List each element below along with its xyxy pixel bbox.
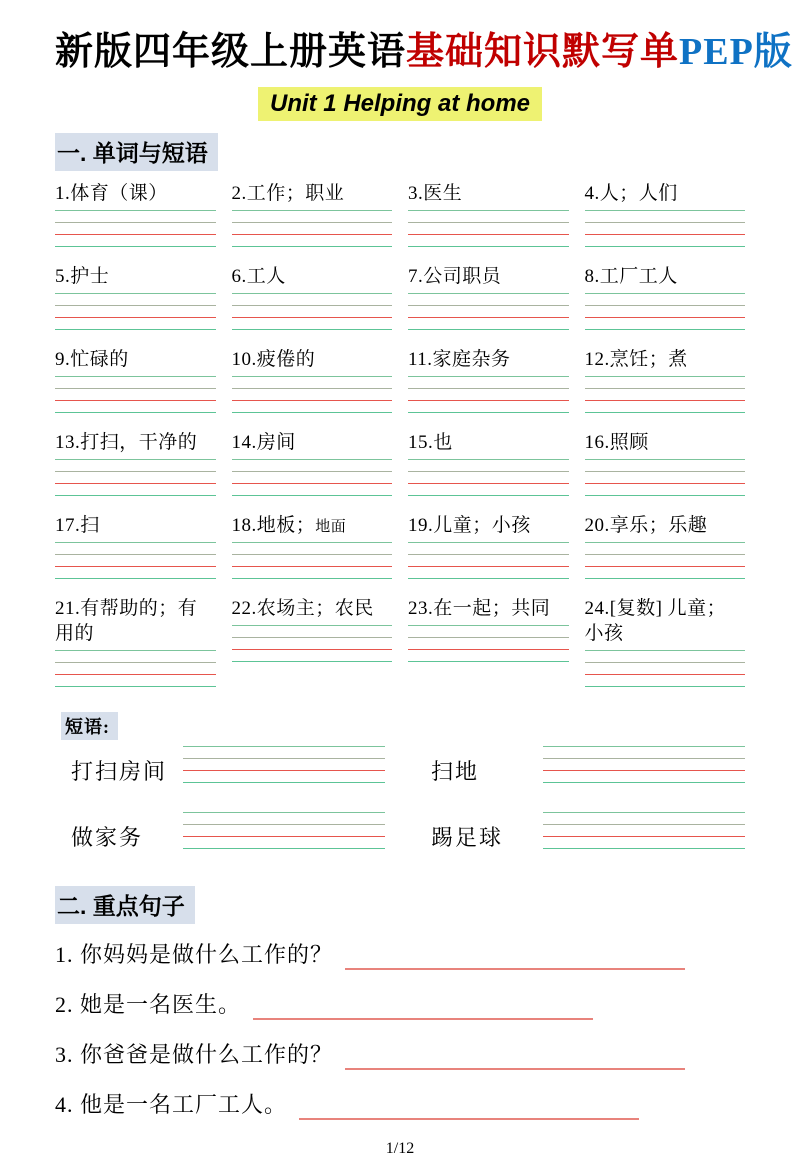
writing-line <box>55 305 216 317</box>
writing-line <box>232 649 393 661</box>
phrases-label: 短语: <box>61 712 118 740</box>
writing-line <box>55 376 216 388</box>
unit-subtitle-row <box>55 87 745 121</box>
writing-line <box>408 554 569 566</box>
writing-line <box>232 329 393 341</box>
word-cell <box>55 513 216 590</box>
writing-line <box>55 495 216 507</box>
writing-line <box>232 459 393 471</box>
word-cell <box>232 513 393 590</box>
four-line-writing-grid <box>585 542 746 590</box>
four-line-writing-grid <box>408 293 569 341</box>
four-line-writing-grid <box>408 625 569 673</box>
writing-line <box>55 459 216 471</box>
word-cell <box>55 264 216 341</box>
four-line-writing-grid <box>55 376 216 424</box>
four-line-writing-grid <box>585 650 746 698</box>
writing-line <box>585 542 746 554</box>
writing-line <box>232 554 393 566</box>
word-label <box>585 513 746 540</box>
four-line-writing-grid <box>408 210 569 258</box>
phrase-item <box>71 808 385 864</box>
writing-line <box>232 412 393 424</box>
sentence-row <box>55 940 745 970</box>
writing-line <box>232 566 393 578</box>
writing-line <box>585 210 746 222</box>
word-label <box>232 347 393 374</box>
writing-line <box>585 234 746 246</box>
word-label-text: 13.打扫，干净的 <box>55 432 198 453</box>
writing-line <box>55 662 216 674</box>
writing-line <box>585 305 746 317</box>
sentence-row <box>55 1090 745 1120</box>
writing-line <box>183 758 385 770</box>
writing-line <box>183 812 385 824</box>
four-line-writing-grid <box>585 293 746 341</box>
writing-line <box>232 495 393 507</box>
writing-line <box>585 566 746 578</box>
word-label-text: 2.工作；职业 <box>231 183 345 204</box>
sentence-row <box>55 1040 745 1070</box>
phrase-item <box>431 742 745 798</box>
word-label <box>55 264 216 291</box>
word-label-text: 19.儿童；小孩 <box>408 515 531 536</box>
page-title-red: 基础知识默写单 <box>406 31 680 73</box>
writing-line <box>55 686 216 698</box>
writing-line <box>55 674 216 686</box>
word-label-text: 15.也 <box>408 432 453 453</box>
writing-line <box>55 650 216 662</box>
writing-line <box>585 222 746 234</box>
four-line-writing-grid <box>232 542 393 590</box>
writing-line <box>543 836 745 848</box>
writing-line <box>408 400 569 412</box>
writing-line <box>585 376 746 388</box>
writing-line <box>585 578 746 590</box>
word-label <box>55 181 216 208</box>
writing-line <box>408 471 569 483</box>
four-line-writing-grid <box>543 746 745 794</box>
answer-blank-line <box>253 992 593 1020</box>
writing-line <box>408 210 569 222</box>
writing-line <box>585 400 746 412</box>
word-label <box>585 430 746 457</box>
writing-line <box>232 542 393 554</box>
word-label-text: 4.人；人们 <box>584 183 678 204</box>
word-label-text: 11.家庭杂务 <box>408 349 511 370</box>
writing-line <box>232 661 393 673</box>
writing-line <box>55 388 216 400</box>
writing-line <box>183 848 385 860</box>
phrase-label: 做家务 <box>71 824 144 850</box>
word-label <box>408 596 569 623</box>
writing-line <box>543 812 745 824</box>
phrase-label: 踢足球 <box>431 824 504 850</box>
four-line-writing-grid <box>232 293 393 341</box>
sentence-text: 4. 他是一名工厂工人。 <box>55 1092 288 1117</box>
phrase-label: 扫地 <box>431 758 480 784</box>
writing-line <box>408 483 569 495</box>
word-label-text: 16.照顾 <box>584 432 649 453</box>
word-label-text: 23.在一起；共同 <box>408 598 551 619</box>
writing-line <box>232 210 393 222</box>
writing-line <box>232 305 393 317</box>
word-cell <box>408 596 569 698</box>
writing-line <box>543 824 745 836</box>
writing-line <box>55 293 216 305</box>
writing-line <box>585 495 746 507</box>
writing-line <box>585 662 746 674</box>
writing-line <box>55 329 216 341</box>
word-label <box>232 596 393 623</box>
word-label-text: 17.扫 <box>55 515 100 536</box>
four-line-writing-grid <box>585 459 746 507</box>
word-label-text: 1.体育（课） <box>55 183 168 204</box>
writing-line <box>183 770 385 782</box>
four-line-writing-grid <box>232 376 393 424</box>
word-cell <box>408 430 569 507</box>
writing-line <box>585 650 746 662</box>
writing-line <box>543 848 745 860</box>
writing-line <box>408 412 569 424</box>
writing-line <box>585 483 746 495</box>
writing-line <box>543 746 745 758</box>
phrase-grid <box>55 742 745 864</box>
word-cell <box>585 181 746 258</box>
writing-line <box>408 649 569 661</box>
word-cell <box>585 264 746 341</box>
word-label <box>408 181 569 208</box>
word-label-text: 20.享乐；乐趣 <box>584 515 708 536</box>
word-label <box>408 347 569 374</box>
writing-line <box>408 329 569 341</box>
word-grid <box>55 181 745 698</box>
word-cell <box>232 430 393 507</box>
writing-line <box>232 222 393 234</box>
word-cell <box>55 347 216 424</box>
writing-line <box>232 293 393 305</box>
word-label <box>55 596 216 648</box>
writing-line <box>55 554 216 566</box>
word-label-text: 5.护士 <box>55 266 110 287</box>
phrase-item <box>431 808 745 864</box>
word-label <box>55 347 216 374</box>
writing-line <box>543 782 745 794</box>
writing-line <box>585 293 746 305</box>
writing-line <box>232 637 393 649</box>
four-line-writing-grid <box>408 376 569 424</box>
writing-line <box>232 376 393 388</box>
writing-line <box>232 234 393 246</box>
word-label-text: 8.工厂工人 <box>584 266 678 287</box>
writing-line <box>585 674 746 686</box>
word-label <box>232 181 393 208</box>
word-cell <box>232 264 393 341</box>
word-label <box>55 430 216 457</box>
writing-line <box>408 459 569 471</box>
writing-line <box>232 246 393 258</box>
writing-line <box>408 246 569 258</box>
writing-line <box>408 388 569 400</box>
word-label <box>408 513 569 540</box>
word-cell <box>55 181 216 258</box>
page-number: 1/12 <box>385 1140 415 1157</box>
writing-line <box>585 246 746 258</box>
writing-line <box>585 554 746 566</box>
writing-line <box>55 566 216 578</box>
word-cell <box>408 513 569 590</box>
page-title-black: 新版四年级上册英语 <box>55 31 407 73</box>
writing-line <box>585 412 746 424</box>
answer-blank-line <box>345 942 685 970</box>
writing-line <box>232 578 393 590</box>
four-line-writing-grid <box>55 293 216 341</box>
word-label-text: 7.公司职员 <box>408 266 502 287</box>
word-label-text: 9.忙碌的 <box>55 349 129 370</box>
writing-line <box>183 746 385 758</box>
word-label <box>408 264 569 291</box>
word-label <box>585 181 746 208</box>
word-cell <box>408 264 569 341</box>
word-label-text: 21.有帮助的；有用的 <box>55 598 198 644</box>
word-label-text: 10.疲倦的 <box>231 349 316 370</box>
section2-heading: 二. 重点句子 <box>55 886 195 924</box>
writing-line <box>408 222 569 234</box>
writing-line <box>408 495 569 507</box>
writing-line <box>585 388 746 400</box>
answer-blank-line <box>345 1042 685 1070</box>
four-line-writing-grid <box>232 459 393 507</box>
sentence-text: 2. 她是一名医生。 <box>55 992 242 1017</box>
four-line-writing-grid <box>183 746 385 794</box>
four-line-writing-grid <box>183 812 385 860</box>
four-line-writing-grid <box>232 625 393 673</box>
writing-line <box>232 388 393 400</box>
sentence-row <box>55 990 745 1020</box>
writing-line <box>585 329 746 341</box>
sentences-block <box>55 940 745 1120</box>
writing-line <box>55 400 216 412</box>
writing-line <box>55 471 216 483</box>
writing-line <box>408 637 569 649</box>
writing-line <box>408 661 569 673</box>
word-label-text: 12.烹饪；煮 <box>584 349 688 370</box>
writing-line <box>55 210 216 222</box>
writing-line <box>408 234 569 246</box>
four-line-writing-grid <box>232 210 393 258</box>
page-title-blue: PEP版 <box>679 31 793 73</box>
writing-line <box>585 317 746 329</box>
writing-line <box>585 459 746 471</box>
word-cell <box>232 181 393 258</box>
word-cell <box>585 513 746 590</box>
word-label-text: 24.[复数] 儿童；小孩 <box>584 598 727 644</box>
four-line-writing-grid <box>585 376 746 424</box>
writing-line <box>232 471 393 483</box>
writing-line <box>183 782 385 794</box>
writing-line <box>55 483 216 495</box>
word-cell <box>585 596 746 698</box>
word-cell <box>585 430 746 507</box>
word-label <box>585 264 746 291</box>
writing-line <box>232 317 393 329</box>
phrase-label: 打扫房间 <box>71 758 168 784</box>
writing-line <box>55 234 216 246</box>
word-cell <box>232 347 393 424</box>
writing-line <box>232 400 393 412</box>
writing-line <box>408 566 569 578</box>
writing-line <box>183 824 385 836</box>
word-label-note: 地面 <box>315 519 347 535</box>
word-label <box>408 430 569 457</box>
writing-line <box>408 317 569 329</box>
writing-line <box>408 578 569 590</box>
writing-line <box>585 686 746 698</box>
four-line-writing-grid <box>55 210 216 258</box>
four-line-writing-grid <box>55 650 216 698</box>
phrases-block <box>55 712 745 864</box>
writing-line <box>408 305 569 317</box>
word-label-text: 14.房间 <box>231 432 296 453</box>
phrase-item <box>71 742 385 798</box>
word-label <box>585 596 746 648</box>
four-line-writing-grid <box>408 542 569 590</box>
word-label <box>55 513 216 540</box>
writing-line <box>183 836 385 848</box>
writing-line <box>585 471 746 483</box>
word-cell <box>55 430 216 507</box>
writing-line <box>55 222 216 234</box>
word-label <box>585 347 746 374</box>
sentence-text: 1. 你妈妈是做什么工作的？ <box>55 942 334 967</box>
word-label-text: 3.医生 <box>408 183 463 204</box>
unit-subtitle: Unit 1 Helping at home <box>258 87 542 121</box>
writing-line <box>408 376 569 388</box>
word-cell <box>408 181 569 258</box>
writing-line <box>232 483 393 495</box>
four-line-writing-grid <box>55 459 216 507</box>
writing-line <box>408 293 569 305</box>
word-cell <box>55 596 216 698</box>
four-line-writing-grid <box>543 812 745 860</box>
four-line-writing-grid <box>408 459 569 507</box>
word-label <box>232 513 393 540</box>
four-line-writing-grid <box>55 542 216 590</box>
sentence-text: 3. 你爸爸是做什么工作的？ <box>55 1042 334 1067</box>
word-label-text: 22.农场主；农民 <box>231 598 374 619</box>
writing-line <box>55 412 216 424</box>
writing-line <box>543 758 745 770</box>
word-cell <box>408 347 569 424</box>
writing-line <box>232 625 393 637</box>
writing-line <box>55 246 216 258</box>
word-label-text: 6.工人 <box>231 266 286 287</box>
word-label-text: 18.地板； <box>231 515 316 536</box>
answer-blank-line <box>299 1092 639 1120</box>
word-label <box>232 264 393 291</box>
writing-line <box>55 317 216 329</box>
word-label <box>232 430 393 457</box>
word-cell <box>232 596 393 698</box>
section1-heading: 一. 单词与短语 <box>55 133 218 171</box>
page-title <box>55 20 793 75</box>
writing-line <box>543 770 745 782</box>
writing-line <box>55 578 216 590</box>
writing-line <box>408 542 569 554</box>
writing-line <box>408 625 569 637</box>
word-cell <box>585 347 746 424</box>
four-line-writing-grid <box>585 210 746 258</box>
writing-line <box>55 542 216 554</box>
